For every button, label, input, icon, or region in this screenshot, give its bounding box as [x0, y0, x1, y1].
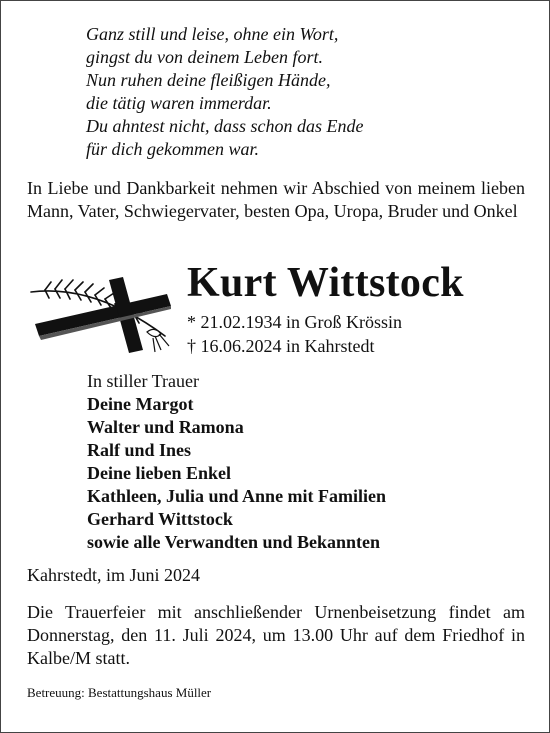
- mourner-name: Kathleen, Julia und Anne mit Familien: [87, 486, 387, 506]
- poem-line: für dich gekommen war.: [86, 139, 259, 159]
- mourner-name: Gerhard Wittstock: [87, 509, 233, 529]
- mourner-name: Deine Margot: [87, 394, 194, 414]
- mourners-heading: In stiller Trauer: [87, 371, 199, 391]
- cross-with-palm-branch-icon: [25, 274, 185, 354]
- mourner-name: Ralf und Ines: [87, 440, 192, 460]
- poem-line: Du ahntest nicht, dass schon das Ende: [86, 116, 364, 136]
- death-date: † 16.06.2024 in Kahrstedt: [187, 336, 375, 356]
- poem-line: die tätig waren immerdar.: [86, 93, 272, 113]
- mourner-name: sowie alle Verwandten und Bekannten: [87, 532, 381, 552]
- poem-line: gingst du von deinem Leben fort.: [86, 47, 323, 67]
- mourner-name: Walter und Ramona: [87, 417, 244, 437]
- deceased-name: Kurt Wittstock: [187, 260, 464, 306]
- birth-date: * 21.02.1934 in Groß Krössin: [187, 312, 402, 332]
- poem: [86, 23, 506, 161]
- poem-line: Ganz still und leise, ohne ein Wort,: [86, 24, 339, 44]
- mourners-list: [87, 370, 386, 554]
- place-and-date: Kahrstedt, im Juni 2024: [27, 565, 200, 585]
- funeral-home-credit: Betreuung: Bestattungshaus Müller: [27, 685, 212, 700]
- life-dates: [187, 310, 402, 358]
- poem-line: Nun ruhen deine fleißigen Hände,: [86, 70, 331, 90]
- intro-text: In Liebe und Dankbarkeit nehmen wir Abschied von meinem lieben Mann, Vater, Schwiegervater, besten Opa, Uropa, Bruder und Onkel: [27, 178, 525, 221]
- mourner-name: Deine lieben Enkel: [87, 463, 232, 483]
- ceremony-info: Die Trauerfeier mit anschließender Urnenbeisetzung findet am Donnerstag, den 11. Juli 2024, um 13.00 Uhr auf dem Friedhof in Kalbe/M statt.: [27, 602, 525, 668]
